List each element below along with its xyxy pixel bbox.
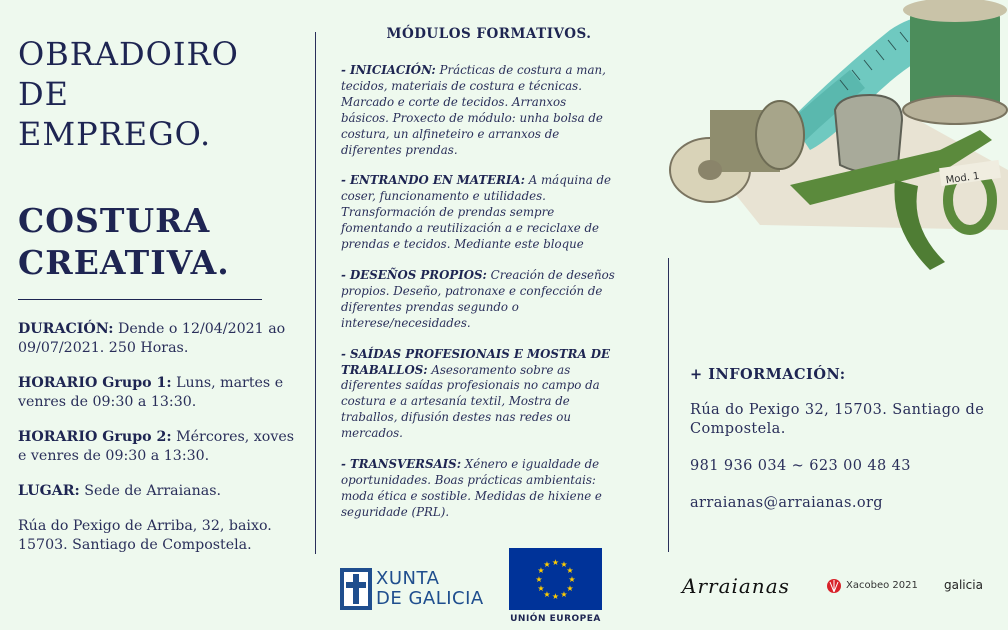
eu-label: UNIÓN EUROPEA	[510, 614, 601, 624]
contact-email[interactable]: arraianas@arraianas.org	[690, 495, 883, 511]
modules-list	[341, 63, 615, 536]
course-details	[18, 320, 300, 571]
place-address: Rúa do Pexigo de Arriba, 32, baixo. 15703. Santiago de Compostela.	[18, 518, 272, 553]
module-item	[341, 347, 615, 442]
module-text: A máquina de coser, funcionamento e utilidades. Transformación de prendas sempre fomentando a reutilización a e reciclaxe de prendas e tecidos. Mediante este bloque	[341, 173, 612, 252]
svg-text:★: ★	[560, 590, 568, 599]
arraianas-logo: Arraianas	[682, 574, 790, 598]
schedule1-value: Luns, martes e venres de 09:30 a 13:30.	[18, 375, 284, 410]
xacobeo-logo: Xacobeo 2021	[846, 580, 918, 591]
svg-text:★: ★	[560, 560, 568, 569]
xunta-line: XUNTA	[376, 568, 440, 589]
module-item	[341, 63, 615, 158]
contact-phones: 981 936 034 ~ 623 00 48 43	[690, 458, 911, 474]
svg-text:★: ★	[566, 584, 574, 593]
title-line: EMPREGO.	[18, 115, 212, 153]
sewing-supplies-photo	[640, 0, 1008, 286]
schedule1-label: HORARIO Grupo 1:	[18, 375, 172, 391]
svg-text:★: ★	[535, 575, 543, 584]
contact-info	[690, 401, 1000, 531]
duration-value: Dende o 12/04/2021 ao 09/07/2021. 250 Horas.	[18, 321, 286, 356]
column-divider-right	[668, 258, 669, 552]
module-label: - DESEÑOS PROPIOS:	[341, 267, 487, 282]
place-value: Sede de Arraianas.	[79, 483, 221, 499]
title-line: DE	[18, 75, 70, 113]
svg-text:★: ★	[551, 558, 560, 567]
svg-text:★: ★	[537, 566, 545, 575]
title-line: OBRADOIRO	[18, 35, 239, 73]
module-item	[341, 173, 615, 253]
course-title-line: CREATIVA.	[18, 243, 230, 282]
schedule-group-1	[18, 374, 300, 412]
module-label: - ENTRANDO EN MATERIA:	[341, 173, 525, 188]
modules-heading: MÓDULOS FORMATIVOS.	[386, 26, 592, 42]
place	[18, 482, 300, 501]
schedule-group-2	[18, 428, 300, 466]
xunta-line: DE GALICIA	[376, 588, 484, 609]
duration	[18, 320, 300, 358]
module-text: Xénero e igualdade de oportunidades. Boas prácticas ambientais: moda ética e sostible. Medidas de hixiene e seguridade (PRL).	[341, 457, 602, 519]
contact-address: Rúa do Pexigo 32, 15703. Santiago de Compostela.	[690, 402, 985, 437]
galicia-logo: galicia	[944, 578, 983, 592]
schedule2-value: Mércores, xoves e venres de 09:30 a 13:30.	[18, 429, 295, 464]
module-text: Creación de deseños propios. Deseño, patronaxe e confección de diferentes prendas segundo o interese/necesidades.	[341, 267, 615, 330]
module-label: - INICIACIÓN:	[341, 63, 436, 77]
pattern-tag-text: Mod. 1	[945, 170, 981, 187]
workshop-title	[18, 34, 298, 154]
thread-spool-right	[903, 0, 1007, 124]
xunta-logo-text	[376, 569, 484, 609]
xunta-emblem-icon	[340, 568, 372, 610]
module-label: - TRANSVERSAIS:	[341, 457, 462, 472]
module-text: Prácticas de costura a man, tecidos, materiais de costura e técnicas. Marcado e corte de tecidos. Arranxos básicos. Proxecto de módulo: unha bolsa de costura, un alfineteiro e arranxos de diferentes prendas.	[341, 63, 606, 157]
module-label: - SAÍDAS PROFESIONAIS E MOSTRA DE TRABALLOS:	[341, 346, 610, 377]
xacobeo-shell-icon	[826, 578, 842, 594]
svg-text:★: ★	[543, 590, 551, 599]
course-title	[18, 200, 308, 284]
svg-text:★: ★	[551, 592, 560, 601]
eu-flag-icon	[509, 548, 602, 610]
module-item	[341, 457, 615, 521]
schedule2-label: HORARIO Grupo 2:	[18, 429, 172, 445]
course-title-line: COSTURA	[18, 201, 211, 240]
module-text: Asesoramento sobre as diferentes saídas profesionais no campo da costura e a artesanía textil, Mostra de traballos, difusión destes nas redes ou mercados.	[341, 362, 600, 441]
svg-text:★: ★	[543, 560, 551, 569]
title-divider	[18, 299, 262, 300]
place-label: LUGAR:	[18, 483, 80, 499]
svg-text:★: ★	[537, 584, 545, 593]
svg-text:★: ★	[568, 575, 576, 584]
module-item	[341, 268, 615, 332]
info-heading: + INFORMACIÓN:	[690, 366, 846, 383]
thimble	[835, 95, 902, 173]
svg-text:★: ★	[566, 566, 574, 575]
duration-label: DURACIÓN:	[18, 321, 114, 337]
column-divider-left	[315, 32, 316, 554]
